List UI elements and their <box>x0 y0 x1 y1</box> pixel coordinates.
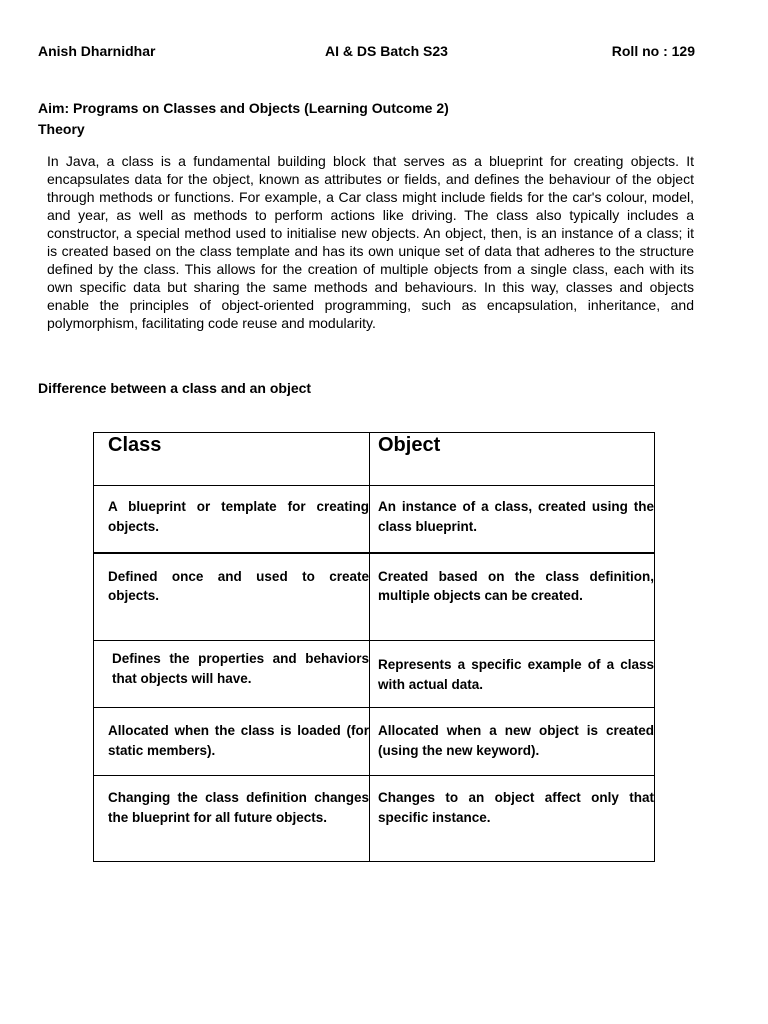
theory-paragraph: In Java, a class is a fundamental building block that serves as a blueprint for creating objects. It encapsulates data for the object, known as attributes or fields, and defines the behaviour of the object through methods or functions. For example, a Car class might include fields for the car's colour, model, and year, as well as methods to perform actions like driving. The class also typically includes a constructor, a special method used to initialise new objects. An object, then, is an instance of a class; it is created based on the class template and has its own unique set of data that adheres to the structure defined by the class. This allows for the creation of multiple objects from a single class, each with its own specific data but sharing the same methods and behaviours. In this way, classes and objects enable the principles of object-oriented programming, such as encapsulation, inheritance, and polymorphism, facilitating code reuse and modularity. <box>47 153 694 331</box>
difference-heading: Difference between a class and an object <box>38 380 312 396</box>
table-row <box>94 776 655 862</box>
object-cell: Allocated when a new object is created (using the new keyword). <box>370 708 655 776</box>
table-row <box>94 553 655 641</box>
batch-label: AI & DS Batch S23 <box>325 43 448 59</box>
object-cell: Represents a specific example of a class with actual data. <box>370 641 655 708</box>
class-cell: Allocated when the class is loaded (for static members). <box>94 708 370 776</box>
table-row <box>94 486 655 553</box>
header-object: Object <box>370 433 655 486</box>
object-cell: An instance of a class, created using the class blueprint. <box>370 486 655 553</box>
class-cell: Defines the properties and behaviors that objects will have. <box>94 641 370 708</box>
header-class: Class <box>94 433 370 486</box>
roll-number: Roll no : 129 <box>611 43 695 59</box>
aim-heading: Aim: Programs on Classes and Objects (Learning Outcome 2) <box>38 100 449 116</box>
table-row <box>94 641 655 708</box>
class-cell: Defined once and used to create objects. <box>94 553 370 641</box>
student-name: Anish Dharnidhar <box>38 43 156 59</box>
page-header <box>38 43 695 63</box>
comparison-table <box>93 432 655 862</box>
class-cell: A blueprint or template for creating objects. <box>94 486 370 553</box>
theory-heading: Theory <box>38 121 85 137</box>
object-cell: Created based on the class definition, multiple objects can be created. <box>370 553 655 641</box>
class-cell: Changing the class definition changes the blueprint for all future objects. <box>94 776 370 862</box>
table-header-row <box>94 433 655 486</box>
object-cell: Changes to an object affect only that specific instance. <box>370 776 655 862</box>
table-row <box>94 708 655 776</box>
